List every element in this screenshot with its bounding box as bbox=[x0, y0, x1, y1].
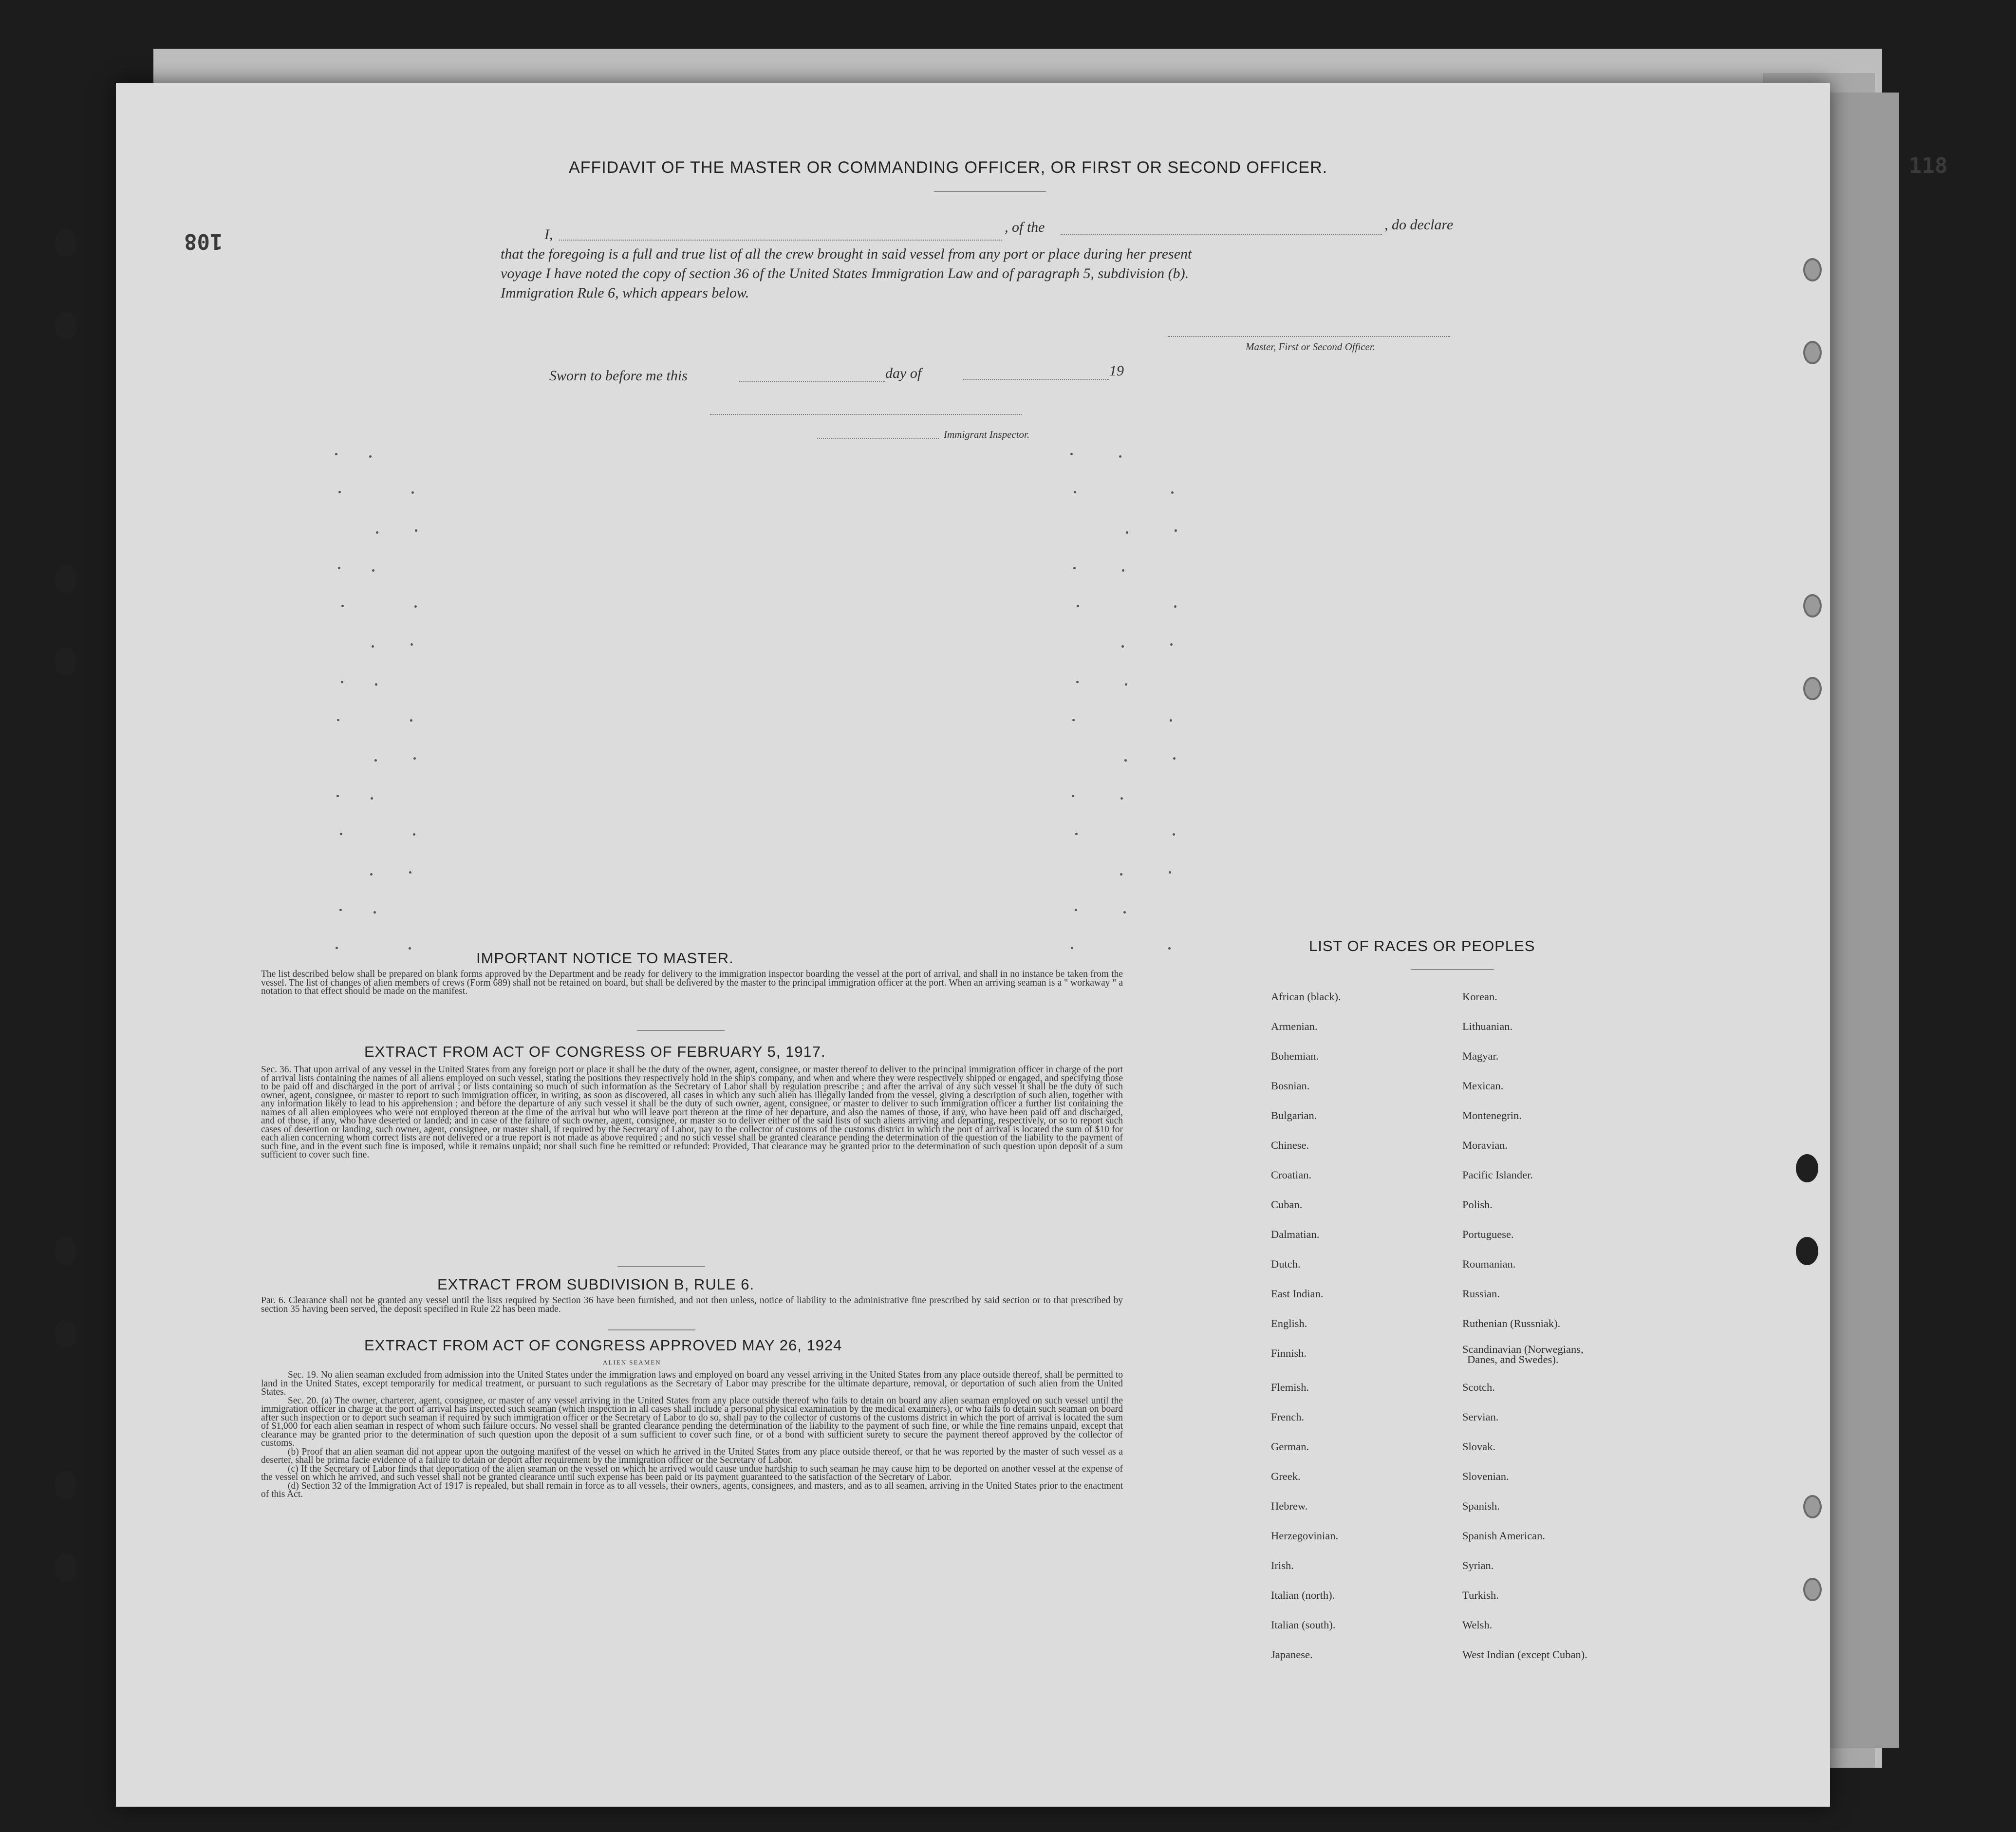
extract-1924-title: EXTRACT FROM ACT OF CONGRESS APPROVED MAY 26, 1924 bbox=[364, 1337, 842, 1354]
race-item: Irish. bbox=[1271, 1559, 1294, 1571]
sec-20d-text: (d) Section 32 of the Immigration Act of 1917 is repealed, but shall remain in force as to all vessels, their owners, agents, consignees, and masters, and as to all seamen, arriving in the United States prior to the enactment of this Act. bbox=[261, 1480, 1123, 1499]
punch-hole bbox=[55, 648, 77, 676]
race-item: Slovenian. bbox=[1462, 1470, 1509, 1482]
race-item: Polish. bbox=[1462, 1198, 1493, 1211]
divider bbox=[637, 1030, 725, 1031]
bleed-dot bbox=[375, 683, 377, 686]
race-item: Japanese. bbox=[1271, 1648, 1313, 1661]
extract-1917-title: EXTRACT FROM ACT OF CONGRESS OF FEBRUARY 5, 1917. bbox=[364, 1043, 826, 1060]
sec-20b-text: (b) Proof that an alien seaman did not appear upon the outgoing manifest of the vessel on which he arrived in the United States from any place outside thereof, or that he was reported by the master of such vessel as a deserter, shall be prima facie evidence of a failure to detain or deport after requirement by the immigration officer or the Secretary of Labor. bbox=[261, 1446, 1123, 1465]
bleed-dot bbox=[1119, 455, 1121, 458]
punch-hole bbox=[1803, 594, 1822, 617]
bleed-dot bbox=[1170, 643, 1173, 646]
race-item: Italian (north). bbox=[1271, 1589, 1335, 1601]
blank-line-name bbox=[559, 240, 1002, 241]
bleed-dot bbox=[1076, 681, 1079, 683]
bleed-dot bbox=[411, 643, 413, 646]
extract-rule6-text: Par. 6. Clearance shall not be granted any vessel until the lists required by Section 36 have been furnished, and not then unless, notice of liability to the administrative fine prescribed by said section or to that prescribed by section 35 having been served, the deposit specified in Rule 22 has been made. bbox=[261, 1295, 1123, 1314]
blank-line-month bbox=[963, 379, 1109, 380]
race-item: Spanish American. bbox=[1462, 1530, 1545, 1542]
bleed-dot bbox=[1071, 947, 1073, 949]
race-item: Slovak. bbox=[1462, 1440, 1496, 1453]
race-item: Korean. bbox=[1462, 991, 1497, 1003]
extract-rule6-title: EXTRACT FROM SUBDIVISION B, RULE 6. bbox=[437, 1276, 755, 1293]
bleed-dot bbox=[1120, 797, 1123, 800]
race-item: Mexican. bbox=[1462, 1080, 1504, 1092]
bleed-dot bbox=[371, 797, 373, 800]
race-item: French. bbox=[1271, 1411, 1305, 1423]
affidavit-i: I, bbox=[544, 226, 553, 243]
affidavit-declare: , do declare bbox=[1384, 217, 1454, 233]
bleed-dot bbox=[372, 569, 374, 572]
punch-hole bbox=[55, 1237, 77, 1265]
bleed-dot bbox=[1169, 871, 1171, 874]
notice-text: The list described below shall be prepared on blank forms approved by the Department and be ready for delivery to the immigration inspector boarding the vessel at the port of arrival, and shall in no instance be taken from the vessel. The list of changes of alien members of crews (Form 689) shall not be retained on board, but shall be delivered by the master to the principal immigration officer at the port. When an arriving seaman is a " workaway " a notation to that effect should be made on the manifest. bbox=[261, 969, 1123, 996]
bleed-dot bbox=[1122, 569, 1124, 572]
bleed-dot bbox=[1123, 911, 1126, 914]
affidavit-line-4: Immigration Rule 6, which appears below. bbox=[501, 285, 749, 301]
bleed-dot bbox=[339, 909, 342, 911]
race-item: Chinese. bbox=[1271, 1139, 1309, 1151]
bleed-dot bbox=[338, 491, 341, 493]
race-item: Herzegovinian. bbox=[1271, 1530, 1339, 1542]
bleed-dot bbox=[373, 911, 376, 914]
punch-hole bbox=[55, 312, 77, 340]
bleed-dot bbox=[1175, 529, 1177, 532]
punch-hole bbox=[1796, 1237, 1818, 1265]
bleed-dot bbox=[337, 719, 339, 721]
affidavit-of-the: , of the bbox=[1005, 219, 1045, 235]
race-item: Armenian. bbox=[1271, 1020, 1318, 1032]
affidavit-title: AFFIDAVIT OF THE MASTER OR COMMANDING OFFICER, OR FIRST OR SECOND OFFICER. bbox=[569, 158, 1328, 177]
race-item: Welsh. bbox=[1462, 1619, 1493, 1631]
affidavit-line-2: that the foregoing is a full and true list of all the crew brought in said vessel from any port or place during her present bbox=[501, 246, 1192, 262]
manifest-page bbox=[116, 83, 1830, 1807]
divider bbox=[934, 191, 1046, 192]
bleed-dot bbox=[340, 833, 342, 835]
punch-hole bbox=[55, 1553, 77, 1582]
race-item: Ruthenian (Russniak). bbox=[1462, 1317, 1561, 1329]
bleed-dot bbox=[1173, 757, 1176, 760]
signature-line-master bbox=[1168, 336, 1450, 337]
bleed-dot bbox=[369, 455, 372, 458]
race-item: East Indian. bbox=[1271, 1288, 1324, 1300]
bleed-dot bbox=[338, 567, 340, 569]
race-item: West Indian (except Cuban). bbox=[1462, 1648, 1587, 1661]
bleed-dot bbox=[1075, 909, 1077, 911]
race-item: Scandinavian (Norwegians, bbox=[1462, 1343, 1584, 1355]
bleed-dot bbox=[1124, 759, 1127, 762]
bleed-dot bbox=[1072, 719, 1075, 721]
punch-hole bbox=[55, 1320, 77, 1348]
bleed-dot bbox=[1125, 683, 1127, 686]
punch-hole bbox=[1803, 258, 1822, 281]
race-item: Hebrew. bbox=[1271, 1500, 1308, 1512]
sec-20a-text: Sec. 20. (a) The owner, charterer, agent, consignee, or master of any vessel arriving in the United States from any place outside thereof who fails to detain on board any alien seaman employed on such vessel until the immigration officer in charge at the port of arrival has inspected such seaman (which inspection in all cases shall include a personal physical examination by the medical examiners), or who fails to detain such seaman on board after such inspection or to deport such seaman if required by such immigration officer or the Secretary of Labor to do so, shall pay to the collector of customs of the customs district in which the port of arrival is located the sum of $1,000 for each alien seaman in respect of whom such failure occurs. No vessel shall be granted clearance pending the determination of the liability to the payment of such fine, or while the fine remains unpaid, except that clearance may be granted prior to the determination of such question upon the deposit of a sum sufficient to cover such fine, or of a bond with sufficient surety to secure the payment thereof approved by the collector of customs. bbox=[261, 1395, 1123, 1448]
bleed-dot bbox=[1070, 453, 1073, 455]
bleed-dot bbox=[1126, 531, 1128, 534]
race-item: Flemish. bbox=[1271, 1381, 1309, 1393]
race-item: Moravian. bbox=[1462, 1139, 1508, 1151]
stamp-number-right: 118 bbox=[1909, 153, 1948, 178]
race-item: Spanish. bbox=[1462, 1500, 1500, 1512]
bleed-dot bbox=[413, 833, 415, 836]
races-title: LIST OF RACES OR PEOPLES bbox=[1309, 937, 1535, 954]
race-item: Portuguese. bbox=[1462, 1228, 1514, 1240]
master-signature-label: Master, First or Second Officer. bbox=[1246, 341, 1375, 353]
race-item: Turkish. bbox=[1462, 1589, 1499, 1601]
blank-line-vessel bbox=[1061, 234, 1382, 235]
bleed-dot bbox=[370, 873, 373, 876]
punch-hole bbox=[55, 229, 77, 257]
blank-line-day bbox=[739, 381, 885, 382]
race-item: English. bbox=[1271, 1317, 1307, 1329]
extract-1924-subtitle: ALIEN SEAMEN bbox=[603, 1359, 661, 1366]
race-item: Greek. bbox=[1271, 1470, 1301, 1482]
inspector-label: Immigrant Inspector. bbox=[944, 429, 1030, 440]
race-item: Pacific Islander. bbox=[1462, 1169, 1533, 1181]
sworn-text: Sworn to before me this bbox=[549, 368, 688, 384]
race-item: Finnish. bbox=[1271, 1347, 1307, 1359]
bleed-dot bbox=[335, 453, 337, 455]
race-item: Montenegrin. bbox=[1462, 1109, 1522, 1122]
bleed-dot bbox=[372, 645, 374, 648]
race-scandinavian-cont: Danes, and Swedes). bbox=[1467, 1353, 1559, 1365]
affidavit-line-3: voyage I have noted the copy of section 36 of the United States Immigration Law and of paragraph 5, subdivision (b). bbox=[501, 265, 1189, 281]
bleed-dot bbox=[336, 947, 338, 949]
notice-title: IMPORTANT NOTICE TO MASTER. bbox=[476, 950, 734, 967]
race-item: Roumanian. bbox=[1462, 1258, 1516, 1270]
bleed-dot bbox=[409, 947, 411, 950]
bleed-dot bbox=[336, 795, 339, 797]
bleed-dot bbox=[1174, 605, 1176, 608]
punch-hole bbox=[1803, 341, 1822, 364]
bleed-dot bbox=[1073, 567, 1076, 569]
sec-19-text: Sec. 19. No alien seaman excluded from admission into the United States under the immigration laws and employed on board any vessel arriving in the United States from any place outside thereof, shall be permitted to land in the United States, except temporarily for medical treatment, or pursuant to such regulations as the Secretary of Labor may prescribe for the ultimate departure, removal, or deportation of such alien from the United States. bbox=[261, 1370, 1123, 1397]
bleed-dot bbox=[341, 681, 343, 683]
inspector-lead-line bbox=[817, 438, 939, 439]
bleed-dot bbox=[414, 605, 417, 608]
bleed-dot bbox=[341, 605, 344, 607]
bleed-dot bbox=[1077, 605, 1079, 607]
punch-hole bbox=[1803, 1578, 1822, 1601]
race-item: Croatian. bbox=[1271, 1169, 1312, 1181]
bleed-dot bbox=[374, 759, 377, 762]
bleed-dot bbox=[413, 757, 416, 760]
bleed-dot bbox=[1170, 719, 1172, 722]
race-item: Dutch. bbox=[1271, 1258, 1301, 1270]
punch-hole bbox=[1803, 677, 1822, 700]
bleed-dot bbox=[415, 529, 417, 532]
race-item: Syrian. bbox=[1462, 1559, 1494, 1571]
race-item: German. bbox=[1271, 1440, 1309, 1453]
race-item: Bohemian. bbox=[1271, 1050, 1319, 1062]
divider bbox=[1411, 969, 1494, 970]
bleed-dot bbox=[1120, 873, 1122, 876]
race-item: Bosnian. bbox=[1271, 1080, 1310, 1092]
year-prefix: 19 bbox=[1109, 363, 1124, 379]
race-item: Bulgarian. bbox=[1271, 1109, 1317, 1122]
signature-line-inspector bbox=[710, 414, 1022, 415]
sec-20c-text: (c) If the Secretary of Labor finds that deportation of the alien seaman on the vessel on which he arrived would cause undue hardship to such seaman he may cause him to be deported on another vessel at the expense of the vessel on which he arrived, and such vessel shall not be granted clearance until such expense has been paid or its payment guaranteed to the satisfaction of the Secretary of Labor. bbox=[261, 1463, 1123, 1482]
bleed-dot bbox=[409, 871, 411, 874]
punch-hole bbox=[1796, 1154, 1818, 1182]
extract-1917-text: Sec. 36. That upon arrival of any vessel in the United States from any foreign port or place it shall be the duty of the owner, agent, consignee, or master thereof to deliver to the principal immigration officer in charge of the port of arrival lists containing the names of all aliens employed on such vessel, stating the positions they respectively hold in the ship's company, and when and where they were respectively shipped or engaged, and specifying those to be paid off and discharged in the port of arrival ; or lists containing so much of such information as the Secretary of Labor shall by regulation prescribe ; and after the arrival of any such vessel it shall be the duty of such owner, agent, consignee, or master to report to such immigration officer, in writing, as soon as discovered, all cases in which any such alien has illegally landed from the vessel, giving a description of such alien, together with any information likely to lead to his apprehension ; and before the departure of any such vessel it shall be the duty of such owner, agent, consignee, or master to deliver to such immigration officer a further list containing the names of all alien employees who were not employed thereon at the time of the arrival but who will leave port thereon at the time of her departure, and also the names of those, if any, who have been paid off and discharged, and of those, if any, who have deserted or landed; and in case of the failure of such owner, agent, consignee, or master so to deliver either of the said lists of such aliens arriving and departing, respectively, or so to report such cases of desertion or landing, such owner, agent, consignee, or master shall, if required by the Secretary of Labor, pay to the collector of customs of the customs district in which the port of arrival is located the sum of $10 for each alien concerning whom correct lists are not delivered or a true report is not made as above required ; and no such vessel shall be granted clearance pending the determination of the question of the liability to the payment of such fine, and in the event such fine is imposed, while it remains unpaid; nor shall such fine be remitted or refunded: Provided, That clearance may be granted prior to the determination of such question upon deposit of a sum sufficient to cover such fine. bbox=[261, 1065, 1123, 1160]
punch-hole bbox=[1803, 1495, 1822, 1518]
race-item: Italian (south). bbox=[1271, 1619, 1336, 1631]
bleed-dot bbox=[1173, 833, 1175, 836]
race-item: Dalmatian. bbox=[1271, 1228, 1320, 1240]
stamp-number-left: 108 bbox=[184, 229, 223, 254]
race-item: Lithuanian. bbox=[1462, 1020, 1513, 1032]
punch-hole bbox=[55, 1471, 77, 1499]
divider bbox=[608, 1329, 695, 1330]
race-item: Cuban. bbox=[1271, 1198, 1303, 1211]
divider bbox=[617, 1266, 705, 1267]
bleed-dot bbox=[376, 531, 378, 534]
extract-1924-body bbox=[261, 1371, 1123, 1499]
bleed-dot bbox=[1072, 795, 1074, 797]
race-item: African (black). bbox=[1271, 991, 1341, 1003]
day-of-text: day of bbox=[885, 365, 922, 381]
race-item: Servian. bbox=[1462, 1411, 1499, 1423]
bleed-dot bbox=[410, 719, 412, 722]
bleed-dot bbox=[411, 491, 414, 494]
bleed-dot bbox=[1074, 491, 1076, 493]
race-item: Russian. bbox=[1462, 1288, 1500, 1300]
race-item: Scotch. bbox=[1462, 1381, 1495, 1393]
bleed-dot bbox=[1168, 947, 1171, 950]
bleed-dot bbox=[1121, 645, 1124, 648]
bleed-dot bbox=[1171, 491, 1174, 494]
race-item: Magyar. bbox=[1462, 1050, 1499, 1062]
bleed-dot bbox=[1075, 833, 1078, 835]
punch-hole bbox=[55, 565, 77, 593]
